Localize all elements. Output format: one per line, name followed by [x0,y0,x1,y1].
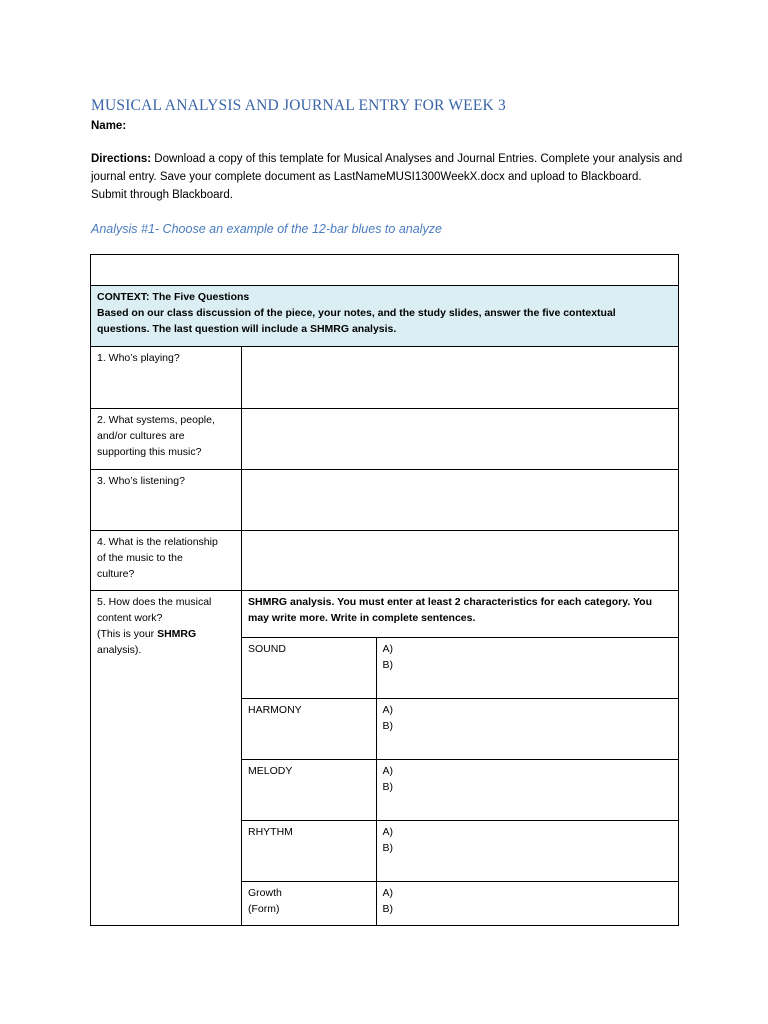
context-cell [91,286,679,347]
shmrg-answer-melody[interactable]: A) B) [376,759,678,820]
shmrg-table [242,591,678,925]
question-4-label: 4. What is the relationship of the music to the culture? [91,531,242,591]
shmrg-category-rhythm: RHYTHM [242,820,376,881]
question-1-answer[interactable] [242,347,679,409]
question-1-label: 1. Who’s playing? [91,347,242,409]
context-line-1: Based on our class discussion of the piece, your notes, and the study slides, answer the five contextual [97,307,616,319]
shmrg-category-harmony: HARMONY [242,698,376,759]
directions-line-1: Download a copy of this template for Musical Analyses and Journal Entries. Complete your analysis and [154,153,683,165]
shmrg-answer-growth[interactable]: A) B) [376,881,678,925]
directions-paragraph [91,150,691,204]
shmrg-category-growth: Growth (Form) [242,881,376,925]
shmrg-cell [242,591,679,926]
question-2-label: 2. What systems, people, and/or cultures are supporting this music? [91,409,242,470]
shmrg-instructions: SHMRG analysis. You must enter at least 2 characteristics for each category. You may write more. Write in complete sentences. [248,596,653,624]
context-line-2: questions. The last question will include a SHMRG analysis. [97,323,397,335]
question-3-label: 3. Who’s listening? [91,470,242,531]
document-title: MUSICAL ANALYSIS AND JOURNAL ENTRY FOR WEEK 3 [91,97,506,114]
name-label: Name: [91,120,127,132]
shmrg-term: SHMRG [157,628,197,640]
blank-entry-cell[interactable] [91,255,679,286]
analysis-heading: Analysis #1- Choose an example of the 12-bar blues to analyze [91,222,442,236]
shmrg-answer-rhythm[interactable]: A) B) [376,820,678,881]
directions-label: Directions: [91,153,152,165]
directions-line-3: Submit through Blackboard. [91,189,233,201]
question-4-answer[interactable] [242,531,679,591]
shmrg-category-melody: MELODY [242,759,376,820]
shmrg-answer-sound[interactable]: A) B) [376,637,678,698]
question-5-label: 5. How does the musical content work? (This is your SHMRG analysis). [91,591,242,926]
analysis-table [90,254,679,926]
directions-line-2: journal entry. Save your complete document as LastNameMUSI1300WeekX.docx and upload to Blackboard. [91,171,642,183]
question-2-answer[interactable] [242,409,679,470]
context-title: CONTEXT: The Five Questions [97,291,250,303]
question-3-answer[interactable] [242,470,679,531]
shmrg-category-sound: SOUND [242,637,376,698]
shmrg-answer-harmony[interactable]: A) B) [376,698,678,759]
